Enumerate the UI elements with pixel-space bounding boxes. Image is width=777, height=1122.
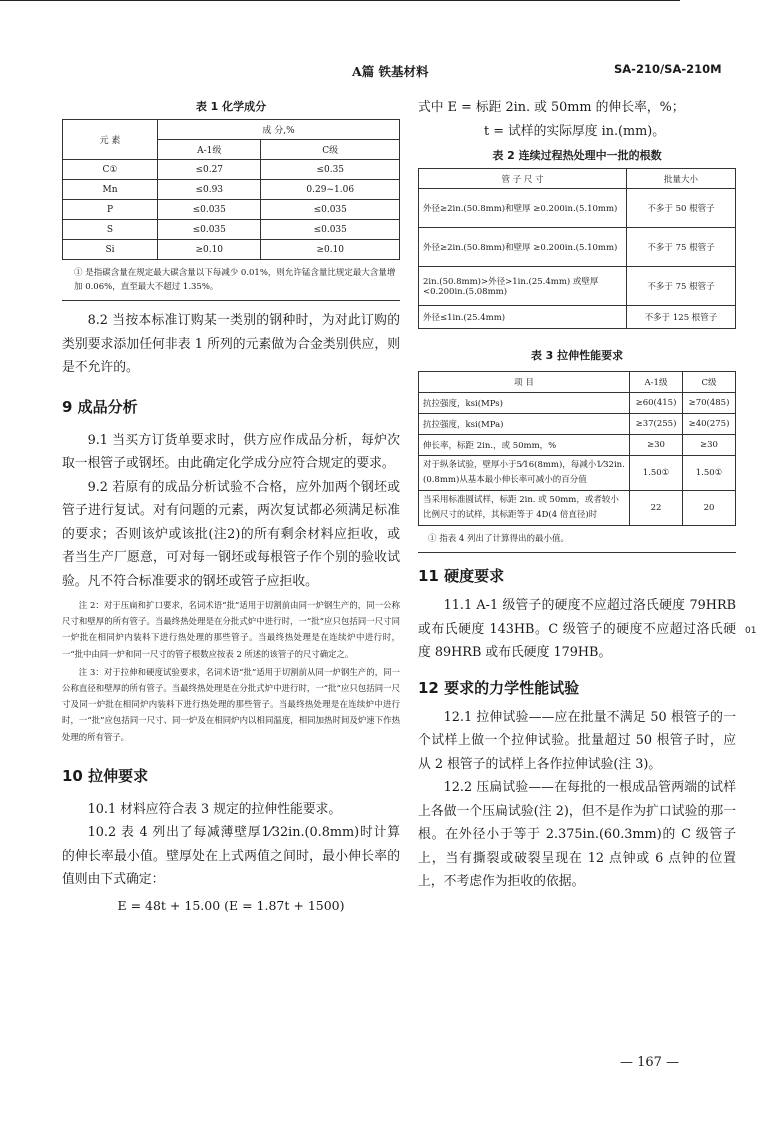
table-row (63, 240, 400, 260)
table1-cell: ≥0.10 (261, 240, 400, 260)
table-row (63, 220, 400, 240)
table1-cell: ≤0.93 (158, 180, 261, 200)
margin-mark: 01 (745, 626, 757, 636)
table2-cell: 外径≥2in.(50.8mm)和壁厚 ≥0.200in.(5.10mm) (419, 228, 627, 267)
table-row (63, 160, 400, 180)
table3-cell: ≥60(415) (630, 393, 683, 414)
table3-col-item: 项 目 (419, 372, 630, 393)
table3-cell: 1.50① (630, 456, 683, 491)
header-rule (0, 0, 680, 1)
section-9-2: 9.2 若原有的成品分析试验不合格，应外加两个钢坯或管子进行复试。对有问题的元素，两次复试都必须满足标准的要求；否则该炉或该批(注2)的所有剩余材料应拒收，或者当生产厂愿意，可对每一钢坯或每根管子作个别的验收试验。凡不符合标准要求的钢坯或管子应拒收。 (62, 479, 400, 589)
table-row (419, 267, 736, 306)
table-row (419, 491, 736, 526)
table1-cell: ≤0.035 (158, 220, 261, 240)
table2 (418, 168, 736, 329)
table-row (419, 393, 736, 414)
page-number: — 167 — (620, 1055, 680, 1070)
table3-cell: 抗拉强度，ksi(MPa) (419, 414, 630, 435)
table-row (419, 414, 736, 435)
table2-cell: 不多于 75 根管子 (627, 228, 736, 267)
table2-cell: 不多于 75 根管子 (627, 267, 736, 306)
table1-grade-a: A-1级 (158, 140, 261, 160)
section-12-1: 12.1 拉伸试验——应在批量不满足 50 根管子的一个试样上做一个拉伸试验。批量超过 50 根管子时，应从 2 根管子的试样上各作拉伸试验(注 3)。 (418, 709, 736, 772)
table3-cell: ≥30 (683, 435, 736, 456)
table1 (62, 119, 400, 260)
table3-caption: 表 3 拉伸性能要求 (530, 349, 624, 362)
section-10-2: 10.2 表 4 列出了每减薄壁厚1⁄32in.(0.8mm)时计算的伸长率最小值。壁厚处在上式两值之间时，最小伸长率的值则由下式确定： (62, 825, 400, 888)
table2-caption: 表 2 连续过程热处理中一批的根数 (492, 149, 662, 162)
table3-cell: 抗拉强度，ksi(MPs) (419, 393, 630, 414)
table3-cell: 对于纵条试验，壁厚小于5⁄16(8mm)，每减小1⁄32in.(0.8mm)从基本最小伸长率可减小的百分值 (419, 456, 630, 491)
section-9-1: 9.1 当买方订货单要求时，供方应作成品分析，每炉次取一根管子或钢坯。由此确定化学成分应符合规定的要求。 (62, 432, 400, 471)
section-11-1: 11.1 A-1 级管子的硬度不应超过洛氏硬度 79HRB 或布氏硬度 143HB。C 级管子的硬度不应超过洛氏硬度 89HRB 或布氏硬度 179HB。 (418, 598, 736, 660)
table-row (63, 180, 400, 200)
table1-cell: C① (63, 160, 158, 180)
table3 (418, 371, 736, 526)
note-2: 注 2：对于压扁和扩口要求，名词术语“批”适用于切割前由同一炉钢生产的，同一公称尺寸和壁厚的所有管子。当最终热处理是在分批式炉中进行时，一“批”应只包括同一尺寸同一炉批在相同炉内装料下进行热处理的那些管子。当最终热处理是在连续炉中进行时，一“批中由同一炉和同一尺寸的管子根数应按表 2 所述的该管子的尺寸确定之。 (62, 600, 400, 659)
table1-cell: ≤0.035 (158, 200, 261, 220)
table-row (419, 306, 736, 329)
section-12-2: 12.2 压扁试验——在每批的一根成品管两端的试样上各做一个压扁试验(注 2)，但不是作为扩口试验的那一根。在外径小于等于 2.375in.(60.3mm)的 C 级管子上，当有撕裂或破裂呈现在 12 点钟或 6 点钟的位置上，不考虑作为拒收的依据。 (418, 780, 736, 889)
table1-cell: Si (63, 240, 158, 260)
right-column (418, 96, 736, 894)
table1-cell: S (63, 220, 158, 240)
section-10-1: 10.1 材料应符合表 3 规定的拉伸性能要求。 (87, 801, 342, 817)
table1-col-composition: 成 分,% (158, 120, 400, 140)
table1-cell: ≤0.27 (158, 160, 261, 180)
table1-caption: 表 1 化学成分 (195, 100, 267, 113)
table3-cell: 22 (630, 491, 683, 526)
table-row (419, 435, 736, 456)
running-header-left: A篇 铁基材料 (352, 64, 429, 79)
left-column (62, 98, 400, 917)
table3-cell: 伸长率，标距 2in.，或 50mm，% (419, 435, 630, 456)
section-9-title: 9 成品分析 (62, 397, 138, 416)
table3-cell: ≥37(255) (630, 414, 683, 435)
table-row (419, 456, 736, 491)
note-3: 注 3：对于拉伸和硬度试验要求，名词术语“批”适用于切割前从同一炉钢生产的，同一公称直径和壁厚的所有管子。当最终热处理是在分批式炉中进行时，一“批”应只包括同一尺寸及同一炉批在相同炉内装料下进行热处理的那些管子。当最终热处理是在连续炉中进行时，一“批”应包括同一尺寸、同一炉及在相同炉内以相同温度，相同加热时间及炉速下作热处理的所有管子。 (62, 666, 400, 742)
table3-grade-a: A-1级 (630, 372, 683, 393)
formula-where-e: 式中 E = 标距 2in. 或 50mm 的伸长率，%； (418, 100, 685, 115)
table1-grade-c: C级 (261, 140, 400, 160)
section-10-title: 10 拉伸要求 (62, 766, 149, 785)
section-8-2: 8.2 当按本标准订购某一类别的钢种时，为对此订购的类别要求添加任何非表 1 所列的元素做为合金类别供应，则是不允许的。 (62, 313, 400, 375)
table3-grade-c: C级 (683, 372, 736, 393)
table1-footnote-rule (62, 300, 400, 301)
table3-footnote: ① 指表 4 列出了计算得出的最小值。 (428, 534, 570, 544)
table1-cell: 0.29~1.06 (261, 180, 400, 200)
formula-where-t: t = 试样的实际厚度 in.(mm)。 (484, 123, 666, 139)
table2-cell: 外径≤1in.(25.4mm) (419, 306, 627, 329)
table2-col-size: 管 子 尺 寸 (419, 169, 627, 189)
table2-cell: 外径≥2in.(50.8mm)和壁厚 ≥0.200in.(5.10mm) (419, 189, 627, 228)
table1-footnote: ① 是指碳含量在规定最大碳含量以下每减少 0.01%，则允许锰含量比规定最大含量增加 0.06%，直至最大不超过 1.35%。 (74, 268, 396, 292)
table2-col-lot: 批量大小 (627, 169, 736, 189)
table-row (63, 200, 400, 220)
table-row (419, 189, 736, 228)
elongation-formula: E = 48t + 15.00 (E = 1.87t + 1500) (117, 897, 345, 913)
table2-cell: 不多于 125 根管子 (627, 306, 736, 329)
table1-col-element: 元 素 (63, 120, 158, 160)
running-header-right: SA-210/SA-210M (614, 62, 722, 76)
section-12-title: 12 要求的力学性能试验 (418, 678, 580, 697)
table3-cell: ≥70(485) (683, 393, 736, 414)
table3-cell: ≥40(275) (683, 414, 736, 435)
table3-cell: 当采用标准圆试样，标距 2in. 或 50mm，或者较小比例尺寸的试样，其标距等于 4D(4 倍直径)时 (419, 491, 630, 526)
table2-cell: 2in.(50.8mm)>外径>1in.(25.4mm) 或壁厚<0.200in.(5.08mm) (419, 267, 627, 306)
section-11-title: 11 硬度要求 (418, 567, 505, 585)
table1-cell: Mn (63, 180, 158, 200)
table1-cell: ≤0.35 (261, 160, 400, 180)
table1-cell: ≤0.035 (261, 220, 400, 240)
table-row (419, 228, 736, 267)
table1-cell: ≤0.035 (261, 200, 400, 220)
table1-cell: P (63, 200, 158, 220)
table3-cell: 20 (683, 491, 736, 526)
table2-cell: 不多于 50 根管子 (627, 189, 736, 228)
table3-footnote-rule (418, 552, 736, 553)
table3-cell: 1.50① (683, 456, 736, 491)
table1-cell: ≥0.10 (158, 240, 261, 260)
table3-cell: ≥30 (630, 435, 683, 456)
